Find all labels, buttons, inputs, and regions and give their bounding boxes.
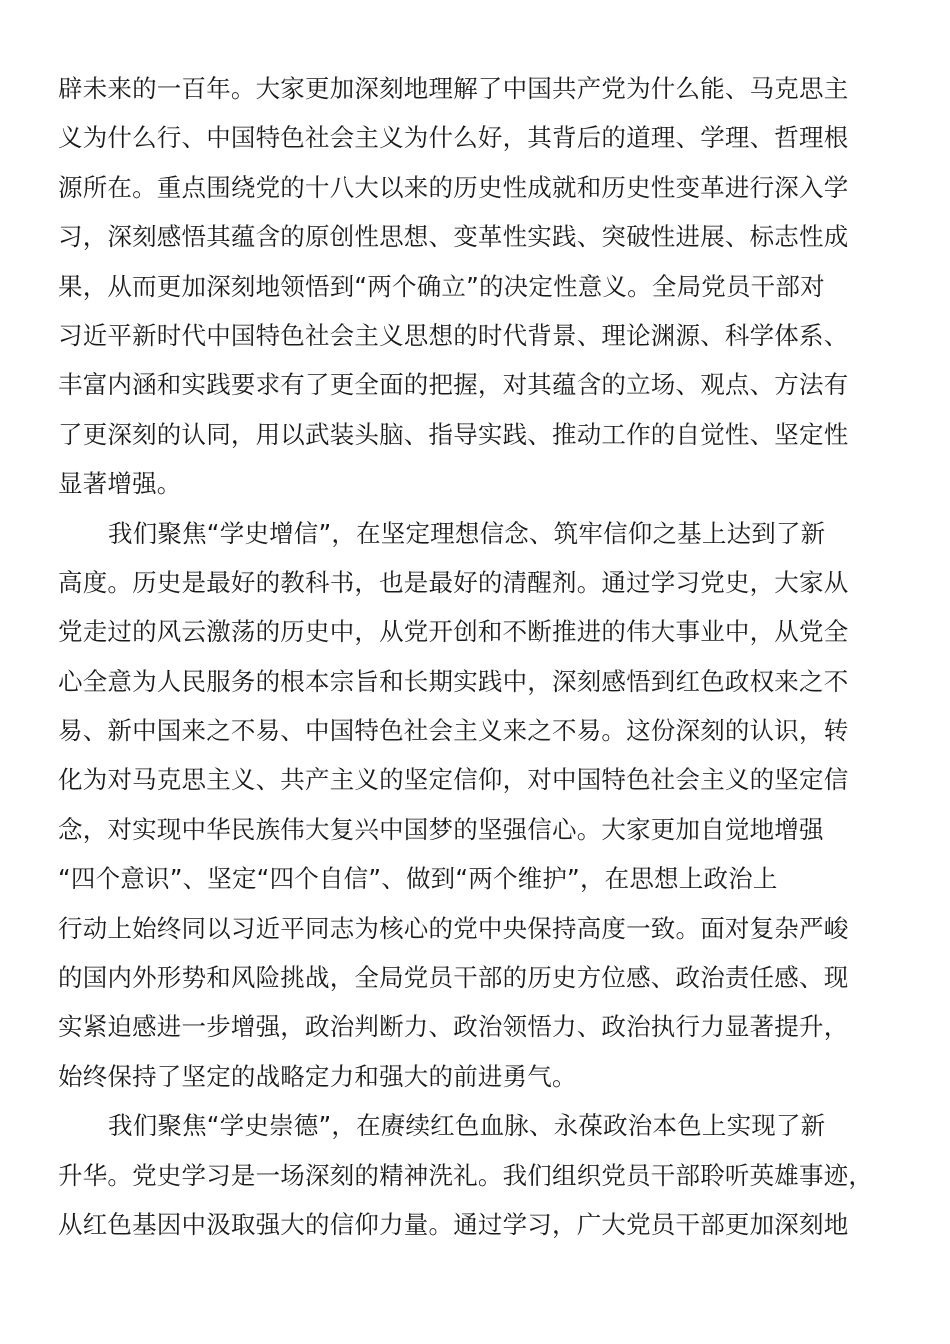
text-line: 源所在。重点围绕党的十八大以来的历史性成就和历史性变革进行深入学 (58, 172, 849, 202)
text-line: 辟未来的一百年。大家更加深刻地理解了中国共产党为什么能、马克思主 (58, 74, 849, 103)
text-line: 易、新中国来之不易、中国特色社会主义来之不易。这份深刻的认识，转 (58, 716, 849, 746)
text-line: 始终保持了坚定的战略定力和强大的前进勇气。 (58, 1061, 577, 1091)
text-line: 的国内外形势和风险挑战，全局党员干部的历史方位感、政治责任感、现 (58, 963, 849, 993)
document-body (58, 64, 894, 1249)
text-line: “四个意识”、坚定“四个自信”、做到“两个维护”，在思想上政治上 (58, 864, 778, 894)
text-line: 念，对实现中华民族伟大复兴中国梦的坚强信心。大家更加自觉地增强 (58, 814, 824, 844)
text-line: 行动上始终同以习近平同志为核心的党中央保持高度一致。面对复杂严峻 (58, 913, 849, 943)
paragraph-1 (58, 64, 894, 509)
text-line: 丰富内涵和实践要求有了更全面的把握，对其蕴含的立场、观点、方法有 (58, 370, 849, 400)
text-line: 实紧迫感进一步增强，政治判断力、政治领悟力、政治执行力显著提升， (58, 1012, 849, 1042)
text-line: 习，深刻感悟其蕴含的原创性思想、变革性实践、突破性进展、标志性成 (58, 222, 849, 252)
text-line: 义为什么行、中国特色社会主义为什么好，其背后的道理、学理、哲理根 (58, 123, 849, 153)
text-line: 果，从而更加深刻地领悟到“两个确立”的决定性意义。全局党员干部对 (58, 271, 825, 301)
text-line: 升华。党史学习是一场深刻的精神洗礼。我们组织党员干部聆听英雄事迹， (58, 1160, 874, 1190)
text-line: 心全意为人民服务的根本宗旨和长期实践中，深刻感悟到红色政权来之不 (58, 666, 849, 696)
paragraph-3 (58, 1101, 894, 1249)
text-line: 显著增强。 (58, 469, 182, 499)
text-line: 我们聚焦“学史增信”，在坚定理想信念、筑牢信仰之基上达到了新 (108, 518, 826, 548)
text-line: 化为对马克思主义、共产主义的坚定信仰，对中国特色社会主义的坚定信 (58, 765, 849, 795)
text-line: 党走过的风云激荡的历史中，从党开创和不断推进的伟大事业中，从党全 (58, 617, 849, 647)
paragraph-2 (58, 509, 894, 1102)
text-line: 了更深刻的认同，用以武装头脑、指导实践、推动工作的自觉性、坚定性 (58, 419, 849, 449)
text-line: 高度。历史是最好的教科书，也是最好的清醒剂。通过学习党史，大家从 (58, 567, 849, 597)
text-line: 从红色基因中汲取强大的信仰力量。通过学习，广大党员干部更加深刻地 (58, 1209, 849, 1239)
text-line: 习近平新时代中国特色社会主义思想的时代背景、理论渊源、科学体系、 (58, 320, 849, 350)
text-line: 我们聚焦“学史崇德”，在赓续红色血脉、永葆政治本色上实现了新 (108, 1111, 826, 1141)
